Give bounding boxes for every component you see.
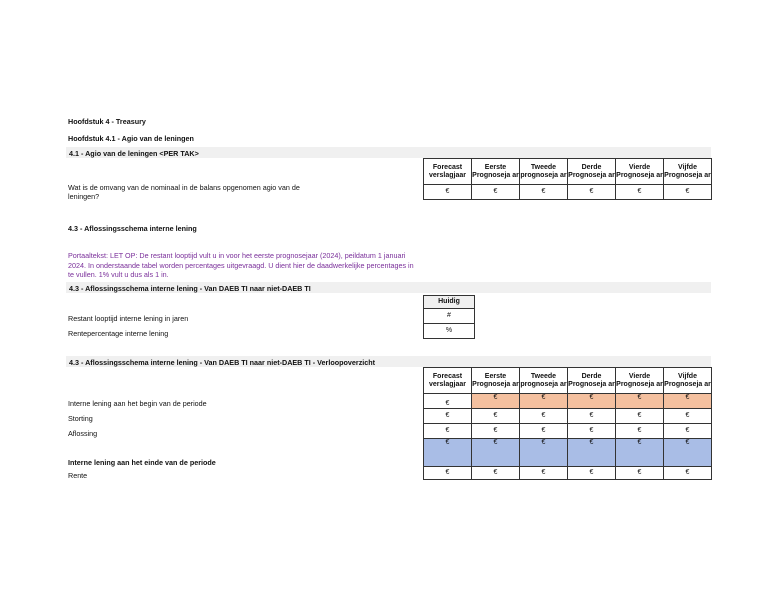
calc-cell: € <box>520 439 568 467</box>
section-band-agio <box>66 147 711 158</box>
row-label: Interne lening aan het begin van de periode <box>68 399 207 408</box>
header-cell: Eerste Prognoseja ar <box>472 159 520 185</box>
agio-question: Wat is de omvang van de nominaal in de balans opgenomen agio van de leningen? <box>68 183 300 201</box>
header-cell: Tweede prognoseja ar <box>520 159 568 185</box>
section-heading-aflossing: 4.3 - Aflossingsschema interne lening <box>68 224 197 233</box>
input-cell[interactable]: € <box>664 424 712 439</box>
input-cell[interactable]: € <box>424 394 472 409</box>
calc-cell: € <box>664 439 712 467</box>
input-cell[interactable]: € <box>472 409 520 424</box>
header-cell: Huidig <box>424 296 475 309</box>
header-cell: Forecast verslagjaar <box>424 159 472 185</box>
row-label: Aflossing <box>68 429 98 438</box>
input-cell[interactable]: € <box>472 467 520 480</box>
calc-cell: € <box>568 439 616 467</box>
calc-cell: € <box>616 439 664 467</box>
header-cell: Eerste Prognoseja ar <box>472 368 520 394</box>
section-band-interne-lening <box>66 282 711 293</box>
calc-cell: € <box>616 394 664 409</box>
input-cell[interactable]: € <box>520 424 568 439</box>
chapter-title: Hoofdstuk 4 - Treasury <box>68 117 146 126</box>
header-cell: Tweede prognoseja ar <box>520 368 568 394</box>
input-cell[interactable]: € <box>616 467 664 480</box>
header-cell: Vijfde Prognoseja ar <box>664 159 712 185</box>
input-cell[interactable]: € <box>616 185 664 200</box>
input-cell[interactable]: € <box>520 467 568 480</box>
input-cell[interactable]: € <box>568 409 616 424</box>
row-label: Rentepercentage interne lening <box>68 329 169 338</box>
calc-cell: € <box>424 439 472 467</box>
input-cell[interactable]: € <box>616 424 664 439</box>
header-cell: Vijfde Prognoseja ar <box>664 368 712 394</box>
input-cell[interactable]: € <box>568 424 616 439</box>
section-band-label: 4.3 - Aflossingsschema interne lening - Van DAEB TI naar niet-DAEB TI - Verloopoverzicht <box>69 357 376 367</box>
section-band-label: 4.1 - Agio van de leningen <PER TAK> <box>69 148 199 158</box>
input-cell[interactable]: € <box>424 185 472 200</box>
calc-cell: € <box>472 439 520 467</box>
input-cell[interactable]: % <box>424 324 475 339</box>
input-cell[interactable]: € <box>472 424 520 439</box>
portal-note: Portaaltekst: LET OP: De restant looptijd vult u in voor het eerste prognosejaar (2024), peildatum 1 januari 2024. In onderstaande tabel worden percentages uitgevraagd. U dient hier de daadwerkelijke percentages in te vullen. 1% vult u dus als 1 in. <box>68 251 414 279</box>
input-cell[interactable]: € <box>664 409 712 424</box>
input-cell[interactable]: € <box>664 185 712 200</box>
input-cell[interactable]: € <box>568 467 616 480</box>
header-cell: Derde Prognoseja ar <box>568 159 616 185</box>
input-cell[interactable]: € <box>616 409 664 424</box>
agio-table <box>423 158 712 200</box>
header-cell: Vierde Prognoseja ar <box>616 368 664 394</box>
header-cell: Forecast verslagjaar <box>424 368 472 394</box>
chapter-subtitle: Hoofdstuk 4.1 - Agio van de leningen <box>68 134 194 143</box>
section-band-verloopoverzicht <box>66 356 711 367</box>
calc-cell: € <box>520 394 568 409</box>
input-cell[interactable]: € <box>520 185 568 200</box>
input-cell[interactable]: € <box>664 467 712 480</box>
input-cell[interactable]: € <box>520 409 568 424</box>
input-cell[interactable]: € <box>568 185 616 200</box>
input-cell[interactable]: # <box>424 309 475 324</box>
row-label: Rente <box>68 471 88 480</box>
calc-cell: € <box>472 394 520 409</box>
input-cell[interactable]: € <box>424 409 472 424</box>
huidig-table <box>423 295 475 339</box>
input-cell[interactable]: € <box>424 467 472 480</box>
calc-cell: € <box>568 394 616 409</box>
row-label: Storting <box>68 414 93 423</box>
input-cell[interactable]: € <box>424 424 472 439</box>
header-cell: Derde Prognoseja ar <box>568 368 616 394</box>
section-band-label: 4.3 - Aflossingsschema interne lening - Van DAEB TI naar niet-DAEB TI <box>69 283 311 293</box>
header-cell: Vierde Prognoseja ar <box>616 159 664 185</box>
verloop-table <box>423 367 712 480</box>
row-label: Restant looptijd interne lening in jaren <box>68 314 189 323</box>
calc-cell: € <box>664 394 712 409</box>
row-label: Interne lening aan het einde van de periode <box>68 458 216 467</box>
input-cell[interactable]: € <box>472 185 520 200</box>
